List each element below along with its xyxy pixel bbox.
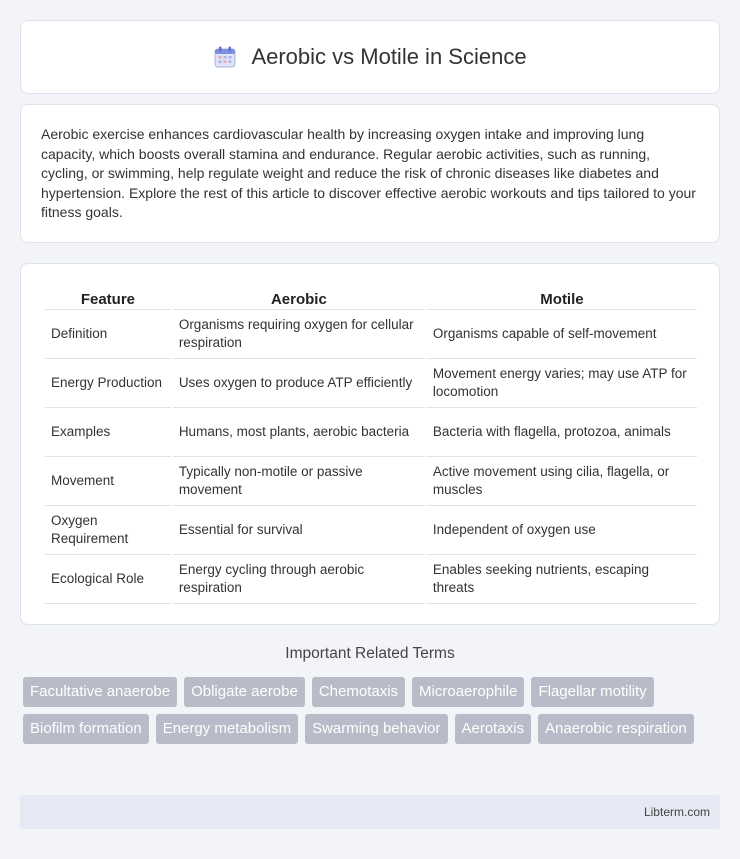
table-row [45,310,697,359]
page-title: Aerobic vs Motile in Science [251,44,527,69]
table-cell: Organisms capable of self-movement [427,310,697,359]
term-tag[interactable]: Microaerophile [412,677,524,707]
header-card [20,20,720,94]
table-cell: Energy Production [45,359,171,408]
footer-site-link[interactable]: Libterm.com [643,805,710,819]
table-cell: Active movement using cilia, flagella, or muscles [427,457,697,506]
table-cell: Ecological Role [45,555,171,604]
table-cell: Movement energy varies; may use ATP for locomotion [427,359,697,408]
table-row [45,457,697,506]
table-row [45,408,697,457]
table-cell: Definition [45,310,171,359]
table-cell: Oxygen Requirement [45,506,171,555]
table-cell: Energy cycling through aerobic respiration [173,555,425,604]
related-terms-list [23,677,713,744]
calendar-icon [213,45,237,69]
table-cell: Essential for survival [173,506,425,555]
table-cell: Typically non-motile or passive movement [173,457,425,506]
table-cell: Examples [45,408,171,457]
term-tag[interactable]: Energy metabolism [156,714,298,744]
term-tag[interactable]: Aerotaxis [455,714,532,744]
header-feature: Feature [45,284,171,310]
table-header-row [45,284,697,310]
comparison-table-card [20,263,720,625]
term-tag[interactable]: Flagellar motility [531,677,653,707]
table-row [45,359,697,408]
comparison-table [43,284,699,604]
term-tag[interactable]: Swarming behavior [305,714,447,744]
term-tag[interactable]: Anaerobic respiration [538,714,694,744]
footer [20,795,720,829]
header-motile: Motile [427,284,697,310]
term-tag[interactable]: Chemotaxis [312,677,405,707]
table-row [45,555,697,604]
table-row [45,506,697,555]
header-aerobic: Aerobic [173,284,425,310]
table-cell: Enables seeking nutrients, escaping threats [427,555,697,604]
intro-card [20,104,720,243]
table-cell: Uses oxygen to produce ATP efficiently [173,359,425,408]
table-cell: Bacteria with flagella, protozoa, animals [427,408,697,457]
intro-paragraph: Aerobic exercise enhances cardiovascular health by increasing oxygen intake and improving lung capacity, which boosts overall stamina and endurance. Regular aerobic activities, such as running, cycling, or swimming, help regulate weight and reduce the risk of chronic diseases like diabetes and hypertension. Explore the rest of this article to discover effective aerobic workouts and tips tailored to your fitness goals. [41,126,696,220]
term-tag[interactable]: Biofilm formation [23,714,149,744]
term-tag[interactable]: Facultative anaerobe [23,677,177,707]
related-terms-title: Important Related Terms [285,645,455,662]
table-cell: Movement [45,457,171,506]
table-cell: Independent of oxygen use [427,506,697,555]
term-tag[interactable]: Obligate aerobe [184,677,305,707]
table-cell: Humans, most plants, aerobic bacteria [173,408,425,457]
table-cell: Organisms requiring oxygen for cellular respiration [173,310,425,359]
